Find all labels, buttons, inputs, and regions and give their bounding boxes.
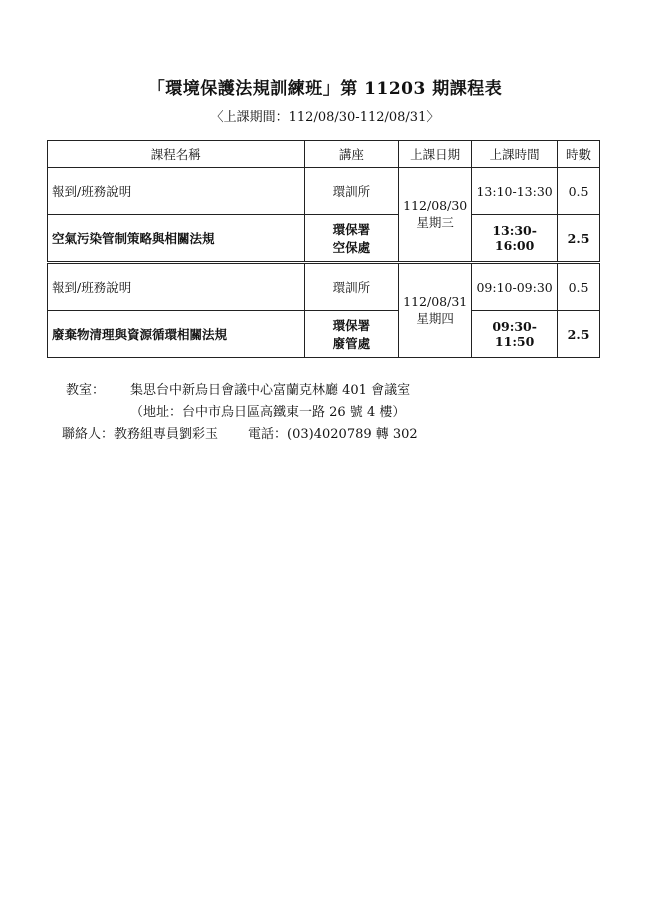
course-date: 112/08/30 xyxy=(403,198,468,213)
lecturer xyxy=(304,263,399,311)
lecturer xyxy=(304,311,399,358)
lecturer-line2: 廢管處 xyxy=(332,336,371,351)
course-date: 112/08/31 xyxy=(403,294,468,309)
course-time: 09:10-09:30 xyxy=(472,263,558,311)
address-row xyxy=(66,402,418,424)
classroom-label: 教室： xyxy=(66,383,106,398)
course-hours: 0.5 xyxy=(558,168,600,215)
classroom-row xyxy=(66,380,418,402)
table-header-row xyxy=(48,141,600,168)
lecturer-line1: 環保署 xyxy=(332,318,371,333)
course-time: 09:30-11:50 xyxy=(472,311,558,358)
contact-value: 教務組專員劉彩玉 xyxy=(114,427,219,442)
course-hours: 0.5 xyxy=(558,263,600,311)
table-row xyxy=(48,311,600,358)
course-period: 〈上課期間：112/08/30-112/08/31〉 xyxy=(210,110,440,125)
course-date-cell xyxy=(399,263,472,358)
course-name: 報到/班務說明 xyxy=(48,263,305,311)
table-row xyxy=(48,168,600,215)
header-lecturer: 講座 xyxy=(304,141,399,168)
schedule-table xyxy=(47,140,600,358)
course-time: 13:10-13:30 xyxy=(472,168,558,215)
course-weekday: 星期三 xyxy=(416,215,454,230)
course-name: 空氣污染管制策略與相關法規 xyxy=(48,215,305,263)
lecturer-line1: 環訓所 xyxy=(332,184,371,199)
course-name: 廢棄物清理與資源循環相關法規 xyxy=(48,311,305,358)
lecturer-line1: 環訓所 xyxy=(332,280,371,295)
course-info xyxy=(62,380,418,446)
course-date-cell xyxy=(399,168,472,263)
lecturer-line1: 環保署 xyxy=(332,222,371,237)
course-time: 13:30-16:00 xyxy=(472,215,558,263)
classroom-value: 集思台中新烏日會議中心富蘭克林廳 401 會議室 xyxy=(130,383,411,398)
lecturer-line2: 空保處 xyxy=(332,240,371,255)
address-value: （地址：台中市烏日區高鐵東一路 26 號 4 樓） xyxy=(130,405,406,420)
header-time: 上課時間 xyxy=(472,141,558,168)
course-hours: 2.5 xyxy=(558,311,600,358)
header-hours: 時數 xyxy=(558,141,600,168)
phone-value: (03)4020789 轉 302 xyxy=(287,427,418,442)
document-title: 「環境保護法規訓練班」第 11203 期課程表 xyxy=(147,79,503,99)
table-row xyxy=(48,263,600,311)
lecturer xyxy=(304,215,399,263)
lecturer xyxy=(304,168,399,215)
table-row xyxy=(48,215,600,263)
header-course-name: 課程名稱 xyxy=(48,141,305,168)
contact-label: 聯絡人： xyxy=(62,427,115,442)
course-name: 報到/班務說明 xyxy=(48,168,305,215)
contact-row xyxy=(62,424,418,446)
course-weekday: 星期四 xyxy=(416,311,454,326)
header-date: 上課日期 xyxy=(399,141,472,168)
course-hours: 2.5 xyxy=(558,215,600,263)
phone-label: 電話： xyxy=(248,427,288,442)
